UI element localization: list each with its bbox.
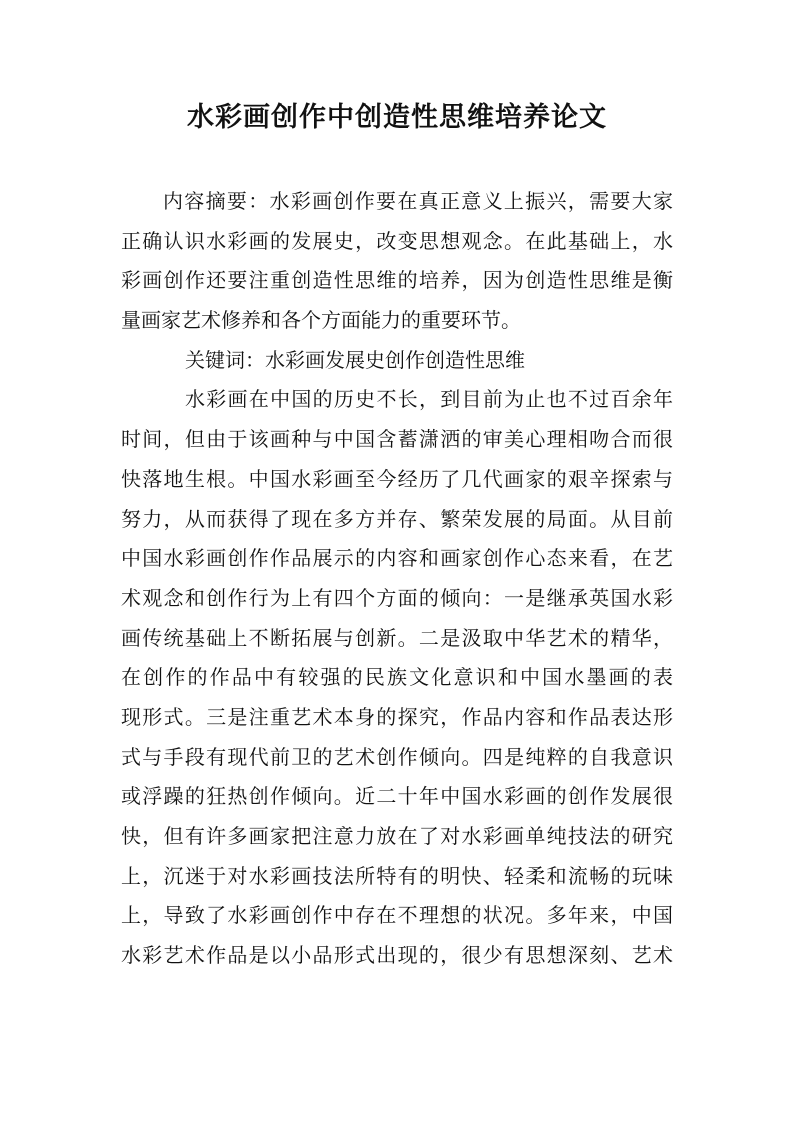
abstract-line: 彩画创作还要注重创造性思维的培养，因为创造性思维是衡 bbox=[121, 268, 673, 293]
paragraph-line: 努力，从而获得了现在多方并存、繁荣发展的局面。从目前 bbox=[121, 506, 673, 531]
paragraph-line: 快，但有许多画家把注意力放在了对水彩画单纯技法的研究 bbox=[121, 824, 673, 848]
abstract-line: 量画家艺术修养和各个方面能力的重要环节。 bbox=[121, 308, 521, 333]
abstract-line: 正确认识水彩画的发展史，改变思想观念。在此基础上，水 bbox=[121, 228, 673, 253]
paragraph-line: 上，导致了水彩画创作中存在不理想的状况。多年来，中国 bbox=[121, 903, 673, 928]
paragraph-line: 上，沉迷于对水彩画技法所特有的明快、轻柔和流畅的玩味 bbox=[121, 863, 673, 888]
paragraph-line: 术观念和创作行为上有四个方面的倾向：一是继承英国水彩 bbox=[121, 585, 673, 610]
paragraph-line: 水彩艺术作品是以小品形式出现的，很少有思想深刻、艺术 bbox=[121, 943, 673, 968]
document-title: 水彩画创作中创造性思维培养论文 bbox=[187, 102, 607, 133]
paragraph-line: 在创作的作品中有较强的民族文化意识和中国水墨画的表 bbox=[121, 665, 673, 690]
keywords-line: 关键词：水彩画发展史创作创造性思维 bbox=[185, 347, 525, 372]
paragraph-line: 水彩画在中国的历史不长，到目前为止也不过百余年 bbox=[185, 387, 673, 412]
paragraph-line: 快落地生根。中国水彩画至今经历了几代画家的艰辛探索与 bbox=[121, 466, 673, 491]
paragraph-line: 现形式。三是注重艺术本身的探究，作品内容和作品表达形 bbox=[121, 704, 673, 729]
paragraph-line: 式与手段有现代前卫的艺术创作倾向。四是纯粹的自我意识 bbox=[121, 744, 673, 769]
abstract-line: 内容摘要：水彩画创作要在真正意义上振兴，需要大家 bbox=[163, 189, 673, 213]
document-body bbox=[121, 182, 673, 976]
paragraph-line: 时间，但由于该画种与中国含蓄潇洒的审美心理相吻合而很 bbox=[121, 427, 673, 452]
paragraph-line: 中国水彩画创作作品展示的内容和画家创作心态来看，在艺 bbox=[121, 546, 673, 571]
paragraph-line: 或浮躁的狂热创作倾向。近二十年中国水彩画的创作发展很 bbox=[121, 784, 673, 809]
paragraph-line: 画传统基础上不断拓展与创新。二是汲取中华艺术的精华， bbox=[121, 625, 673, 650]
